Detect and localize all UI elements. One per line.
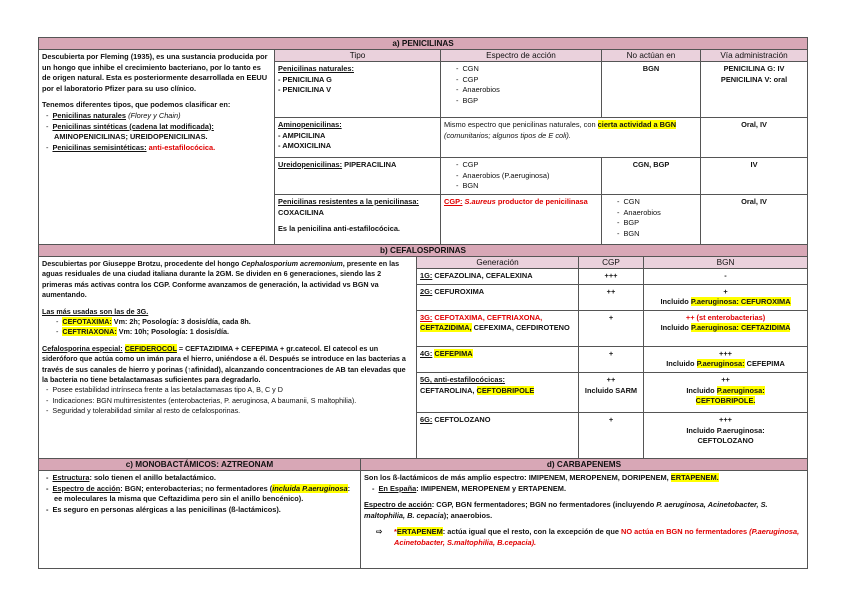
- row-ureido-noactuan: CGN, BGP: [602, 158, 701, 195]
- gen-2g-cgp: ++: [579, 284, 644, 310]
- arrow-right-icon: ⇨: [376, 527, 383, 537]
- penicilinas-title: a) PENICILINAS: [39, 38, 808, 50]
- header-cgp: CGP: [579, 257, 644, 269]
- cefotaxima-item: - CEFOTAXIMA: Vm: 2h; Posología: 3 dosis/día, cada 8h.: [64, 317, 413, 327]
- tipo-sinteticas: - Penicilinas sintéticas (cadena lat modificada): AMINOPENICILINAS; UREIDOPENICILINAS.: [54, 122, 271, 143]
- header-bgn: BGN: [644, 257, 808, 269]
- row-naturales-espectro: - CGN - CGP - Anaerobios - BGP: [441, 62, 602, 118]
- penicilinas-tipos-list: [42, 111, 271, 153]
- gen-1g: 1G: CEFAZOLINA, CEFALEXINA: [417, 269, 579, 285]
- gen-6g: 6G: CEFTOLOZANO: [417, 412, 579, 458]
- penicilinas-description: [39, 50, 275, 245]
- header-no-actuan: No actúan en: [602, 50, 701, 62]
- cefiderocol-bullets: - Posee estabilidad intrínseca frente a las betalactamasas tipo A, B, C y D - Indicaciones: BGN multirresistentes (enterobacterias, P. aeruginosa, A baumanii, S maltophilia). - Seguridad y tolerabilidad similar al resto de cefalosporinas.: [42, 385, 413, 416]
- ceftriaxona-item: - CEFTRIAXONA: Vm: 10h; Posología: 1 dosis/día.: [64, 327, 413, 337]
- penicilinas-intro: Descubierta por Fleming (1935), es una sustancia producida por un hongo que inhibe el crecimiento bacteriano, por lo tanto es de origen natural. Esta es posteriormente desarrollada en EEUU por el laboratorio Pfizer para su uso clínico.: [42, 52, 268, 93]
- gen-3g: 3G: CEFOTAXIMA, CEFTRIAXONA, CEFTAZIDIMA, CEFEXIMA, CEFDIROTENO: [417, 310, 579, 346]
- header-via: Vía administración: [701, 50, 808, 62]
- row-resistentes-tipo: Penicilinas resistentes a la penicilinasa: COXACILINA Es la penicilina anti-estafilocócica.: [275, 195, 441, 245]
- mono-seguro: - Es seguro en personas alérgicas a las penicilinas (ß-lactámicos).: [54, 505, 357, 516]
- carba-espectro: Espectro de acción: CGP, BGN fermentadores; BGN no fermentadores (incluyendo P. aeruginosa, Acinetobacter, S. maltophilia, B. cepacia); anaerobios.: [364, 500, 768, 520]
- row-resistentes-via: Oral, IV: [701, 195, 808, 245]
- penicilinas-tipos-intro: Tenemos diferentes tipos, que podemos clasificar en:: [42, 100, 231, 110]
- gen-6g-cgp: +: [579, 412, 644, 458]
- penicilinas-table: [38, 37, 808, 245]
- monobactamicos-content: [39, 470, 361, 568]
- gen-4g-bgn: +++ Incluido P.aeruginosa: CEFEPIMA: [644, 346, 808, 372]
- cefalosporinas-title: b) CEFALOSPORINAS: [39, 245, 808, 257]
- carbapenems-content: [361, 470, 808, 568]
- row-naturales-tipo: Penicilinas naturales: - PENICILINA G - PENICILINA V: [275, 62, 441, 118]
- cefiderocol-text: Cefalosporina especial: CEFIDEROCOL = CEFTAZIDIMA + CEFEPIMA + gr.catecol. El catecol es un sideróforo que actúa como un imán para el hierro, uniéndose a él. Después se introduce en las bacterias a través de sus canales de hierro y porinas (↑afinidad), alcanzando concentraciones de AB tan elevadas que la bacteria no tiene betalactamasas suficientes para degradarlo.: [42, 343, 406, 385]
- gen-4g: 4G: CEFEPIMA: [417, 346, 579, 372]
- row-amino-via: Oral, IV: [701, 118, 808, 158]
- mono-carba-table: [38, 458, 808, 569]
- carba-espana: - En España: IMIPENEM, MEROPENEM y ERTAPENEM.: [380, 484, 804, 495]
- cefalosporinas-table: [38, 244, 808, 459]
- carba-intro: Son los ß-lactámicos de más amplio espectro: IMIPENEM, MEROPENEM, DORIPENEM, ERTAPENEM.: [364, 472, 719, 482]
- gen-3g-cgp: +: [579, 310, 644, 346]
- mas-usadas: Las más usadas son las de 3G.: [42, 306, 149, 316]
- tipo-naturales: - Penicilinas naturales (Florey y Chain): [54, 111, 271, 122]
- usadas-list: [42, 317, 413, 338]
- cefalosporinas-intro: Descubiertas por Giuseppe Brotzu, procedente del hongo Cephalosporium acremonium, presente en las aguas residuales de una ciudad italiana durante la 2GM. Se dividen en 6 generaciones, siendo las 2 primeras más activas contra los CGP. Conforme avanzamos de generación, la actividad vs BGN va aumentando.: [42, 259, 400, 300]
- gen-1g-bgn: -: [644, 269, 808, 285]
- mono-estructura: - Estructura: solo tienen el anillo betalactámico.: [54, 473, 357, 484]
- gen-2g: 2G: CEFUROXIMA: [417, 284, 579, 310]
- carbapenems-title: d) CARBAPENEMS: [361, 458, 808, 470]
- row-amino-tipo: Aminopenicilinas: - AMPICILINA - AMOXICILINA: [275, 118, 441, 158]
- gen-6g-bgn: +++ Incluido P.aeruginosa: CEFTOLOZANO: [644, 412, 808, 458]
- row-ureido-tipo: Ureidopenicilinas: PIPERACILINA: [275, 158, 441, 195]
- header-generacion: Generación: [417, 257, 579, 269]
- gen-5g-cgp: ++ Incluido SARM: [579, 372, 644, 412]
- row-resistentes-noactuan: - CGN - Anaerobios - BGP - BGN: [602, 195, 701, 245]
- row-naturales-noactuan: BGN: [602, 62, 701, 118]
- mono-espectro: - Espectro de acción: BGN; enterobacterias; no fermentadores (incluida P.aeruginosa: ee moleculares la misma que Ceftazidima pero sin el anillo bencénico).: [54, 484, 357, 505]
- cefalosporinas-description: [39, 257, 417, 459]
- monobactamicos-title: c) MONOBACTÁMICOS: AZTREONAM: [39, 458, 361, 470]
- gen-3g-bgn: ++ (st enterobacterias) Incluido P.aeruginosa: CEFTAZIDIMA: [644, 310, 808, 346]
- gen-1g-cgp: +++: [579, 269, 644, 285]
- row-ureido-via: IV: [701, 158, 808, 195]
- row-resistentes-espectro: CGP: S.aureus productor de penicilinasa: [441, 195, 602, 245]
- gen-2g-bgn: + Incluido P.aeruginosa: CEFUROXIMA: [644, 284, 808, 310]
- header-tipo: Tipo: [275, 50, 441, 62]
- row-naturales-via: PENICILINA G: IV PENICILINA V: oral: [701, 62, 808, 118]
- row-amino-espectro: Mismo espectro que penicilinas naturales, con cierta actividad a BGN (comunitarios; algunos tipos de E coli).: [441, 118, 701, 158]
- carba-ertapenem-note: ⇨ *ERTAPENEM: actúa igual que el resto, con la excepción de que NO actúa en BGN no fermentadores (P.aeruginosa, Acinetobacter, S.maltophilia, B.cepacia).: [376, 527, 800, 547]
- gen-4g-cgp: +: [579, 346, 644, 372]
- header-espectro: Espectro de acción: [441, 50, 602, 62]
- antibiotic-summary-page: [38, 37, 807, 569]
- row-ureido-espectro: - CGP - Anaerobios (P.aeruginosa) - BGN: [441, 158, 602, 195]
- gen-5g: 5G, anti-estafilocócicas: CEFTAROLINA, CEFTOBRIPOLE: [417, 372, 579, 412]
- gen-5g-bgn: ++ Incluido P.aeruginosa: CEFTOBRIPOLE.: [644, 372, 808, 412]
- tipo-semisinteticas: - Penicilinas semisintéticas: anti-estafilocócica.: [54, 143, 271, 154]
